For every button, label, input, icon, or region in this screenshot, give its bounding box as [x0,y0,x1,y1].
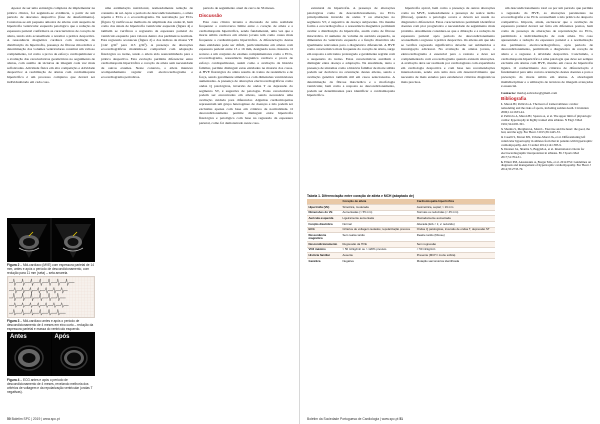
table-cell-feature: História familiar [307,253,341,259]
right-column-2 [401,6,495,188]
paragraph: uma estimulação nutricional, nomeadamente redução de consumo de sal. Após o período de descondicionamento, o atleta repetiu o ECG e o ecocardiograma. Na reavaliação por ECG (figura 3) verificou-se melhoria da amplitude das ondas R, bem como dos sinais de hipertrofia ventricular esquerda (figura 4) e também se verificou a regressão da espessura parietal do ventrículo esquerdo para valores dentro dos parâmetros normais. Esta regressão aconteceu (figura 2) e dos índices de massa VE (142 g/m² para 113 g/m²). A presença de alterações ecocardiográficas mantinha-se compatível com adaptação fisiológica ao treino, tendo o atleta sido reencaminhado para a prática desportiva. Esta evolução permitiu diferenciar entre cardiomiopatia hipertrófica e coração de atleta sem necessidade de outros exames. Neste contexto, o atleta manteve acompanhamento regular com electrocardiograma e ecocardiograma periódicos. [101,6,193,79]
paragraph: um descondicionamento total ou por um período que permita a regressão da HVE, as alterações persistentes na ecocardiografia e no ECG aconselham a não prática de desporto competitivo. Importa, ainda, esclarecer que a avaliação da espessura parietal deverá ser feita em diferentes pontos, bem como da presença de alterações de repolarização no ECG, permitindo a individualização de cada atleta. No caso apresentado a redução da espessura parietal e a normalização dos parâmetros electrocardiográficos, após período de descondicionamento, permitiram o diagnóstico de coração de atleta e o regresso à atividade desportiva. Concluindo, a cardiomiopatia hipertrófica é uma patologia que deve ser sempre excluída em atletas com HVE, mesmo em casos de hipertrofia ligeira. O conhecimento dos critérios de diferenciação é fundamental para uma correta orientação destes doentes e para a prevenção da morte súbita em atletas. A abordagem multidisciplinar e a utilização de técnicas de imagem avançadas é essencial. [501,6,593,89]
bibliography-heading: Bibliografia [501,96,527,102]
echo-before-panel [7,332,51,376]
table-cell-feature: Aurícula esquerda [307,216,341,222]
table-cell-athlete: Aumentadas (> 55 mm) [341,210,415,216]
paragraph: Apesar de ser uma estratégia complexa de implementar na prática clínica, foi seguindo-se evidência, a partir de um período de descanso desportivo (fase de desaferimento). Constatou-se em pequena amostra de atletas com suspeita de hipertrofia ventricular esquerda patológica que a redução da espessura parietal confirmava as características de coração de atleta, tendo sido aconselhado a retomar a prática desportiva. A ressonância magnética cardíaca com avaliação da distribuição da hipertrofia, presença de fibrose miocárdica e determinação dos volumes ventriculares constitui um valioso complemento, tal como a prova de esforço cardiopulmonar e a avaliação das características geométricas no seguimento de atletas, com auxílio de técnicas de imagem cada vez mais sofisticadas. Atividade física em alta competição e Atividade desportiva: A reabilitação de atletas com cardiomiopatia hipertrófica é um processo complexo que deverá ser individualizado em cada caso. [7,6,95,84]
bibliography-list [501,103,593,172]
reference-number: 3. [501,126,504,131]
reference-text: Sharma S, Merghani A, Mont L. Exercise and the heart: the good, the bad, and the ugly. Eur Heart J 2015;36:1445-53. [501,126,590,135]
comparison-table-wrap [307,194,495,264]
figure-3-echo-before-after [7,332,95,376]
reference-item [501,103,593,115]
reference-item [501,115,593,127]
figure-2-caption: Figura 2 – Mid-cardíaco (MVE) com espessura parietal de 14 mm, antes e após o período de descondicionamento, com redução para 11 mm (seta) – seta amarela. [7,263,94,275]
table-cell-hcm: Assimétrica, septal; > 16 mm [415,205,495,211]
figure-4-caption-label: Figura 4 [7,378,20,382]
table-cell-hcm: Marcadamente aumentada [415,216,495,222]
left-footer [7,417,60,421]
table-cell-athlete: Simétrica, moderada [341,205,415,211]
paragraph: período de seguimento atual de cerca de 36 meses. [203,6,275,10]
table-cell-feature: ECG [307,227,341,233]
ecg-trace-image [8,277,94,317]
table-header-cell: Coração de atleta [341,199,415,205]
table-cell-athlete: > 50 ml/kg/min ou > 120% previsto [341,247,415,253]
contact-email[interactable]: mariaj.salvador@gmail.com [516,90,558,95]
reference-item [501,161,593,173]
figure-3-caption: Figura 3 – Mid-cardíaco antes e após o período de descondicionamento de 4 meses em eixo curto – redução da espessura parietal e massa do ventrículo esquerdo. [7,319,94,331]
reference-item [501,148,593,160]
comparison-table [307,199,495,263]
table-title: Tabela 1. Diferenciação entre coração de atleta e MCH (adaptado de) [307,194,414,198]
table-cell-athlete: Regressão da HVE [341,242,415,248]
figure-2-echo [7,218,95,262]
table-cell-feature: VO2 máximo [307,247,341,253]
left-page-number: 50 [7,417,11,421]
figure-4-caption: Figura 4 – ECG antes e após o período de descondicionamento de 4 meses, revelando melhoria dos critérios de voltagem e da repolarização ventricular (ondas T negativas). [7,378,93,394]
contact-label: Contacto: [501,90,516,95]
table-cell-hcm: Normais ou reduzidas (< 45 mm) [415,210,495,216]
right-footer [307,417,403,421]
left-footer-text: Boletim SPC | 2019 | www.spc.pt [11,417,60,421]
echo-after-panel [52,332,96,376]
table-cell-hcm: Sem regressão [415,242,495,248]
figure-2-caption-label: Figura 2 [7,263,20,267]
figure-4-ecg [7,276,95,318]
reference-number: 1. [501,101,504,106]
echo-before-label: Antes [10,334,27,340]
table-cell-feature: Função diastólica [307,221,341,227]
reference-text: Maron BJ, Pelliccia A. The heart of trained athletes: cardiac remodeling and the risks of sports, including sudden death. Circulation 2006;114:1633-44. [501,101,589,114]
reference-number: 4. [501,134,504,139]
table-cell-athlete: Critérios de voltagem isolados; repolarização precoce [341,227,415,233]
paragraph: estrutural da hipertrofia. A presença de alterações patológicas como de descondicionamento, no ECG principalmente inversão de ondas T ou alterações no segmento ST, é sugestiva de doença subjacente. Da mesma forma a ecocardiografia e a ressonância magnética permitem avaliar a distribuição da hipertrofia, assim como de fibrose miocárdica. O aumento do volume da aurícula esquerda, as dimensões do ventrículo esquerdo e a função diastólica são igualmente relevantes para o diagnóstico diferencial. A HVE como característica mais frequente do coração de atleta, surge em resposta a um treino prolongado e geralmente regride com a suspensão do treino. Estas características auxiliam a distinguir entre doença e adaptação. Na atualidade, tanto a presença de sintomas como a história familiar de morte súbita podem ser decisivos na orientação destes atletas, sendo a avaliação genética também útil em casos selecionados. A determinação da fibrose miocárdica e a morfologia ventricular, bem como a resposta ao descondicionamento, podem ser determinantes para identificar a cardiomiopatia hipertrófica. [307,6,395,98]
table-cell-athlete: Sem realce tardio [341,233,415,242]
table-cell-feature: Ressonância magnética [307,233,341,242]
table-cell-feature: Descondicionamento [307,242,341,248]
table-header-cell: Cardiomiopatia hipertrófica [415,199,495,205]
figure-3-caption-text: Mid-cardíaco antes e após o período de descondicionamento de 4 meses em eixo curto – redução da espessura parietal e massa do ventrículo esquerdo. [7,319,94,331]
table-row [307,233,495,242]
table-row [307,258,495,263]
echo-after-label: Após [54,334,70,340]
table-cell-hcm: Ondas Q patológicas, inversão de ondas T, depressão ST [415,227,495,233]
right-footer-text: Boletim da Sociedade Portuguesa de Cardiologia | www.spc.pt [307,417,399,421]
reference-number: 6. [501,159,504,164]
reference-text: Caselli S, Maron MS, Urbano-Moral JA, et al. Differentiating left ventricular hypertrophy in athletes from that in patients with hypertrophic cardiomyopathy. Am J Cardiol 2014;114:1383-9. [501,134,593,147]
reference-text: Elliott PM, Anastasakis A, Borger MA, et al. 2014 ESC Guidelines on diagnosis and management of hypertrophic cardiomyopathy. Eur Heart J 2014;35:2733-79. [501,159,591,172]
table-cell-feature: Dimensões do VE [307,210,341,216]
reference-item [501,136,593,148]
discussion-heading: Discussão [199,12,222,18]
left-column-2 [101,6,193,258]
table-cell-hcm: Realce tardio (fibrose) [415,233,495,242]
right-column-1 [307,6,395,188]
table-cell-feature: Hipertrofia (VE) [307,205,341,211]
echo-long-axis-image [7,218,95,262]
reference-text: Pelliccia A, Maron BJ, Spataro A, et al. The upper limit of physiologic cardiac hypertrophy in highly trained elite athletes. N Engl J Med 1991;324:295-301. [501,114,592,126]
table-cell-athlete: Ausente [341,253,415,259]
right-page [300,0,600,424]
reference-number: 2. [501,114,504,119]
figure-3-caption-label: Figura 3 [7,319,20,323]
table-cell-athlete: Ligeiramente aumentada [341,216,415,222]
paragraph: Este caso clínico levanta a discussão de uma realidade frequente: o controverso limite entre o coração de atleta e a cardiomiopatia hipertrófica, sendo fundamental, uma vez que a morte súbita cardíaca em atletas jovens tem como causa mais frequente a cardiomiopatia hipertrófica. A diferenciação destas duas entidades pode ser difícil, particularmente em atletas com espessura parietal entre 13 e 16 mm, designada zona cinzenta. O recurso a um conjunto de exames complementares como o ECG, ecocardiograma, ressonância magnética cardíaca e prova de esforço cardiopulmonar, assim como a avaliação da história familiar, permite distinguir estas entidades na maioria dos casos. A HVE fisiológica do atleta resulta do treino de resistência e de força, sendo geralmente simétrica e com dimensões ventriculares aumentadas. A presença de alterações electrocardiográficas como ondas Q patológicas, inversão de ondas T ou depressão do segmento ST, é sugestiva de patologia. Estas características podem ser encontradas em atletas, sendo necessária uma avaliação cuidada para diferenciar. Algumas cardiomiopatias representam um grupo heterogéneo de doenças e não podem ser excluídas apenas com base em critérios de normalidade. O descondicionamento permite distinguir entre hipertrofia fisiológica e patológica com base na regressão da espessura parietal, como foi demonstrado neste caso. [199,19,293,125]
right-page-number: 51 [399,417,403,421]
table-cell-feature: Genética [307,258,341,263]
right-column-3 [501,6,593,410]
paragraph: hipertrofia apical, bem como a presença de outras alterações como na MVE, nomeadamente a presença de realce tardio (fibrose), quando a patologia ocorre e deverá ser usada no diagnóstico diferencial. Estas características permitem identificar doentes com pior prognóstico e necessidade de seguimento mais próximo. Atualmente considera-se que a dilatação e a redução da espessura parietal após período de descondicionamento aconselham o regresso à prática desportiva. Os atletas em que não se verifica regressão significativa deverão ser submetidos a investigação adicional. Na avaliação de atletas jovens, o eletrocardiograma é essencial para o rastreio e deve ser complementado com ecocardiograma quando existem alterações. A avaliação deve ser realizada por cardiologistas com experiência em cardiologia desportiva e com base nas recomendações internacionais, sendo esta uma área em desenvolvimento que necessita de mais estudos para estabelecer critérios diagnósticos mais precisos. [401,6,495,84]
reference-text: Drezner JA, Sharma S, Baggish A, et al. International criteria for electrocardiographic interpretation in athletes. Br J Sports Med 2017;51:704-31. [501,147,585,160]
figure-4-caption-text: ECG antes e após o período de descondicionamento de 4 meses, revelando melhoria dos critérios de voltagem e da repolarização ventricular (ondas T negativas). [7,378,93,394]
table-cell-athlete: Negativa [341,258,415,263]
figure-2-caption-text: Mid-cardíaco (MVE) com espessura parietal de 14 mm, antes e após o período de descondicionamento, com redução para 11 mm (seta) – seta amarela. [7,263,94,275]
table-cell-hcm: < 50 ml/kg/min [415,247,495,253]
table-cell-hcm: Presente (MCH / morte súbita) [415,253,495,259]
table-cell-athlete: Normal [341,221,415,227]
reference-number: 5. [501,147,504,152]
table-cell-hcm: Mutação sarcomérica identificada [415,258,495,263]
left-column-3 [199,6,293,326]
table-cell-hcm: Alterada (E/A < 1; e' reduzido) [415,221,495,227]
left-column-1 [7,6,95,212]
